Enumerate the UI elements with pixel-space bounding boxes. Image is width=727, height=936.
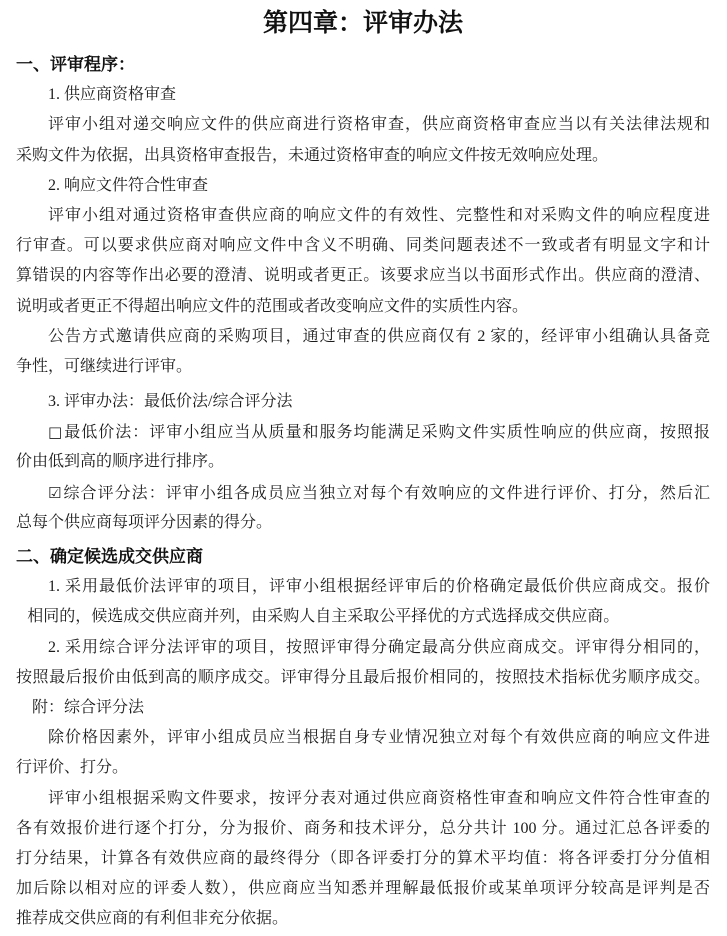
paragraph-line (16, 141, 710, 171)
section-1-heading (16, 50, 710, 80)
item-1-1-title (16, 80, 710, 110)
line-text: 加后除以相对应的评委人数），供应商应当知悉并理解最低报价或某单项评分较高是评判是否 (16, 880, 710, 898)
paragraph-line (16, 292, 710, 322)
line-text: 按照最后报价由低到高的顺序成交。评审得分且最后报价相同的，按照技术指标优劣顺序成交。 (16, 668, 710, 686)
line-text: 推荐成交供应商的有利但非充分依据。 (16, 910, 289, 928)
paragraph-line (16, 784, 710, 814)
paragraph-line (16, 322, 710, 352)
line-text: 总每个供应商每项评分因素的得分。 (16, 513, 273, 531)
line-text: 最低价法：评审小组应当从质量和服务均能满足采购文件实质性响应的供应商，按照报 (64, 424, 710, 442)
paragraph-line (16, 110, 710, 140)
paragraph-line (16, 753, 710, 783)
line-text: 2. 采用综合评分法评审的项目，按照评审得分确定最高分供应商成交。评审得分相同的， (48, 638, 710, 656)
line-text: 行审查。可以要求供应商对响应文件中含义不明确、同类问题表述不一致或者有明显文字和计 (16, 237, 710, 255)
line-text: 二、确定候选成交供应商 (16, 547, 203, 566)
paragraph-line (16, 814, 710, 844)
line-text: 综合评分法：评审小组各成员应当独立对每个有效响应的文件进行评价、打分，然后汇 (62, 484, 710, 502)
paragraph-line (16, 231, 710, 261)
line-text: 各有效报价进行逐个打分，分为报价、商务和技术评分，总分共计 100 分。通过汇总各评委的 (16, 819, 710, 837)
line-text: 采购文件为依据，出具资格审查报告，未通过资格审查的响应文件按无效响应处理。 (16, 146, 609, 164)
paragraph-line (16, 261, 710, 291)
line-text: 行评价、打分。 (16, 759, 129, 777)
paragraph-line (16, 201, 710, 231)
line-text: 评审小组对通过资格审查供应商的响应文件的有效性、完整性和对采购文件的响应程度进 (48, 206, 710, 224)
line-text: 打分结果，计算各有效供应商的最终得分（即各评委打分的算术平均值：将各评委打分分值相 (16, 849, 710, 867)
line-text: 一、评审程序： (16, 55, 135, 74)
line-text: 附：综合评分法 (32, 698, 145, 716)
line-text: 算错误的内容等作出必要的澄清、说明或者更正。该要求应当以书面形式作出。供应商的澄清、 (16, 267, 710, 285)
line-text: 说明或者更正不得超出响应文件的范围或者改变响应文件的实质性内容。 (16, 297, 529, 315)
line-text: 评审小组根据采购文件要求，按评分表对通过供应商资格性审查和响应文件符合性审查的 (48, 789, 710, 807)
document-body (16, 50, 710, 934)
section-2-heading (16, 542, 710, 572)
paragraph-line (16, 602, 710, 632)
checkbox-unchecked-icon: □ (48, 423, 64, 442)
item-1-3-title (16, 387, 710, 417)
line-text: 评审小组对递交响应文件的供应商进行资格审查，供应商资格审查应当以有关法律法规和 (48, 116, 710, 134)
line-text: 3. 评审办法：最低价法/综合评分法 (48, 393, 293, 411)
checkbox-checked-icon: ☑ (48, 483, 62, 502)
paragraph-line (16, 572, 710, 602)
line-text: 公告方式邀请供应商的采购项目，通过审查的供应商仅有 2 家的，经评审小组确认具备竞 (48, 327, 710, 345)
paragraph-line (16, 633, 710, 663)
paragraph-line (16, 844, 710, 874)
paragraph-line (16, 874, 710, 904)
line-text: 价由低到高的顺序进行排序。 (16, 453, 225, 471)
paragraph-line (16, 723, 710, 753)
paragraph-line (16, 904, 710, 934)
attachment-title (16, 693, 710, 723)
line-text: 1. 采用最低价法评审的项目，评审小组根据经评审后的价格确定最低价供应商成交。报价 (48, 578, 710, 596)
option-comprehensive-scoring (16, 478, 710, 508)
line-text: 除价格因素外，评审小组成员应当根据自身专业情况独立对每个有效供应商的响应文件进 (48, 729, 710, 747)
line-text: 1. 供应商资格审查 (48, 86, 177, 104)
line-text: 相同的，候选成交供应商并列，由采购人自主采取公平择优的方式选择成交供应商。 (27, 608, 620, 626)
chapter-title: 第四章：评审办法 (262, 9, 463, 37)
option-lowest-price (16, 417, 710, 447)
paragraph-line (16, 352, 710, 382)
paragraph-line (16, 508, 710, 538)
item-1-2-title (16, 171, 710, 201)
line-text: 2. 响应文件符合性审查 (48, 176, 209, 194)
line-text: 争性，可继续进行评审。 (16, 357, 193, 375)
paragraph-line (16, 663, 710, 693)
paragraph-line (16, 447, 710, 477)
